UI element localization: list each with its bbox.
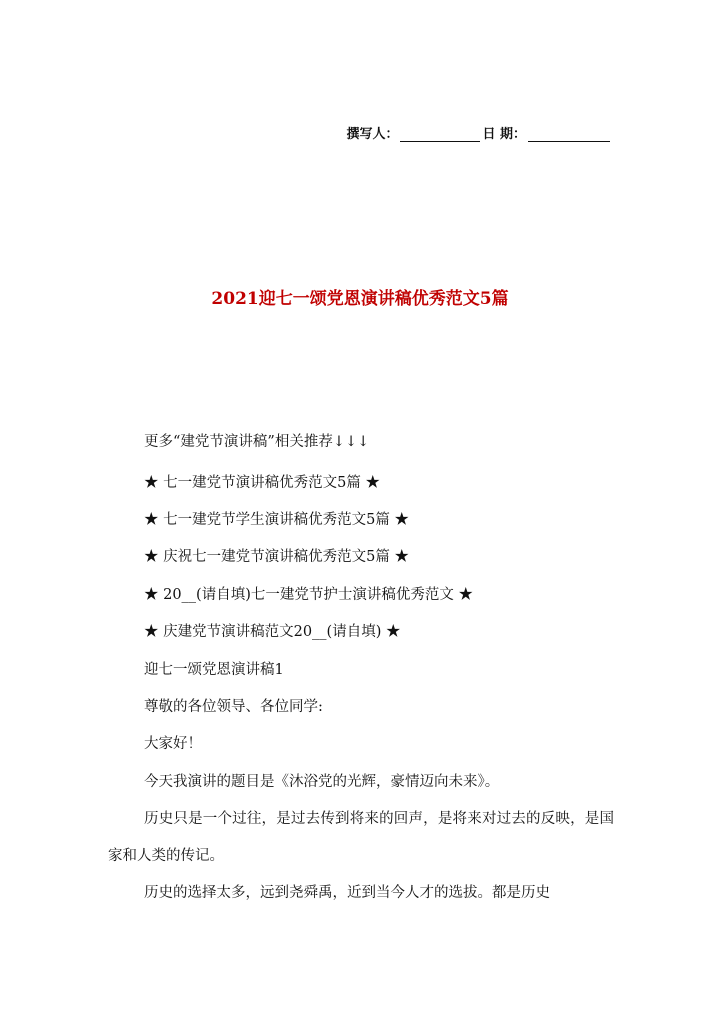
author-date-line: [346, 123, 612, 142]
salutation: 尊敬的各位领导、各位同学:: [144, 699, 323, 715]
date-blank: [528, 127, 610, 142]
author-label: 撰写人：: [346, 127, 399, 142]
recommend-item-5[interactable]: ★ 庆建党节演讲稿范文20__(请自填) ★: [144, 624, 401, 640]
author-blank: [400, 127, 480, 142]
recommend-intro: 更多“建党节演讲稿”相关推荐↓↓↓: [144, 434, 370, 450]
recommend-item-3[interactable]: ★ 庆祝七一建党节演讲稿优秀范文5篇 ★: [144, 549, 409, 565]
greeting: 大家好！: [144, 736, 202, 752]
paragraph-history: 历史只是一个过往，是过去传到将来的回声，是将来对过去的反映，是国家和人类的传记。: [108, 811, 614, 864]
date-label: 日 期：: [482, 127, 526, 142]
paragraph-choice: 历史的选择太多，远到尧舜禹，近到当今人才的选拔。都是历史: [144, 885, 550, 901]
topic-line: 今天我演讲的题目是《沐浴党的光辉，豪情迈向未来》。: [144, 774, 500, 790]
recommend-item-2[interactable]: ★ 七一建党节学生演讲稿优秀范文5篇 ★: [144, 512, 409, 528]
recommend-item-1[interactable]: ★ 七一建党节演讲稿优秀范文5篇 ★: [144, 475, 380, 491]
document-title: 2021迎七一颂党恩演讲稿优秀范文5篇: [211, 289, 509, 309]
speech-heading: 迎七一颂党恩演讲稿1: [144, 662, 284, 678]
recommend-item-4[interactable]: ★ 20__(请自填)七一建党节护士演讲稿优秀范文 ★: [144, 587, 473, 603]
